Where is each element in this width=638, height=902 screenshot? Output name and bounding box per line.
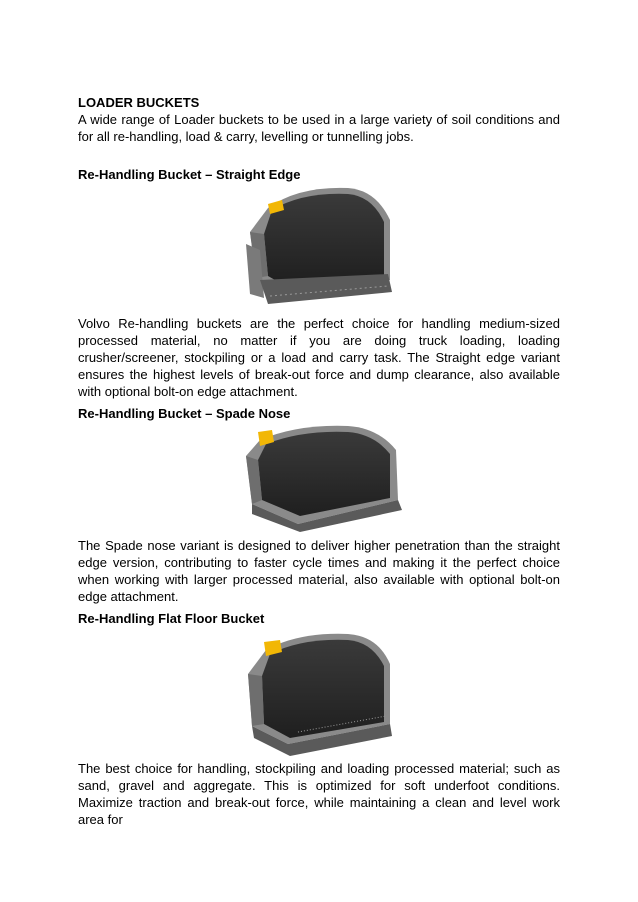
section-body: Volvo Re-handling buckets are the perfect choice for handling medium-sized processed material, no matter if you are doing truck loading, loading crusher/screener, stockpiling or a load and carry task. The Straight edge variant ensures the highest levels of break-out force and dump clearance, also available with optional bolt-on edge attachment. (78, 316, 560, 399)
title-block (78, 94, 560, 145)
section-body: The best choice for handling, stockpiling and loading processed material; such as sand, gravel and aggregate. This is optimized for soft underfoot conditions. Maximize traction and break-out force, while maintaining a clean and level work area for (78, 761, 560, 827)
section-flat-floor-heading-block (78, 610, 560, 627)
straight-edge-bucket-image (238, 180, 398, 312)
intro-paragraph: A wide range of Loader buckets to be used in a large variety of soil conditions and for all re-handling, load & carry, levelling or tunnelling jobs. (78, 112, 560, 144)
section-straight-edge-body-block (78, 315, 560, 400)
section-heading: Re-Handling Bucket – Straight Edge (78, 167, 301, 182)
spade-nose-bucket-image (238, 420, 408, 532)
page-title: LOADER BUCKETS (78, 95, 200, 110)
flat-floor-bucket-image (238, 628, 398, 758)
section-flat-floor-body-block (78, 760, 560, 828)
section-spade-nose-body-block (78, 537, 560, 605)
section-heading: Re-Handling Flat Floor Bucket (78, 611, 265, 626)
section-body: The Spade nose variant is designed to deliver higher penetration than the straight edge version, contributing to faster cycle times and making it the perfect choice when working with larger processed material, also available with optional bolt-on edge attachment. (78, 538, 560, 604)
section-heading: Re-Handling Bucket – Spade Nose (78, 406, 291, 421)
